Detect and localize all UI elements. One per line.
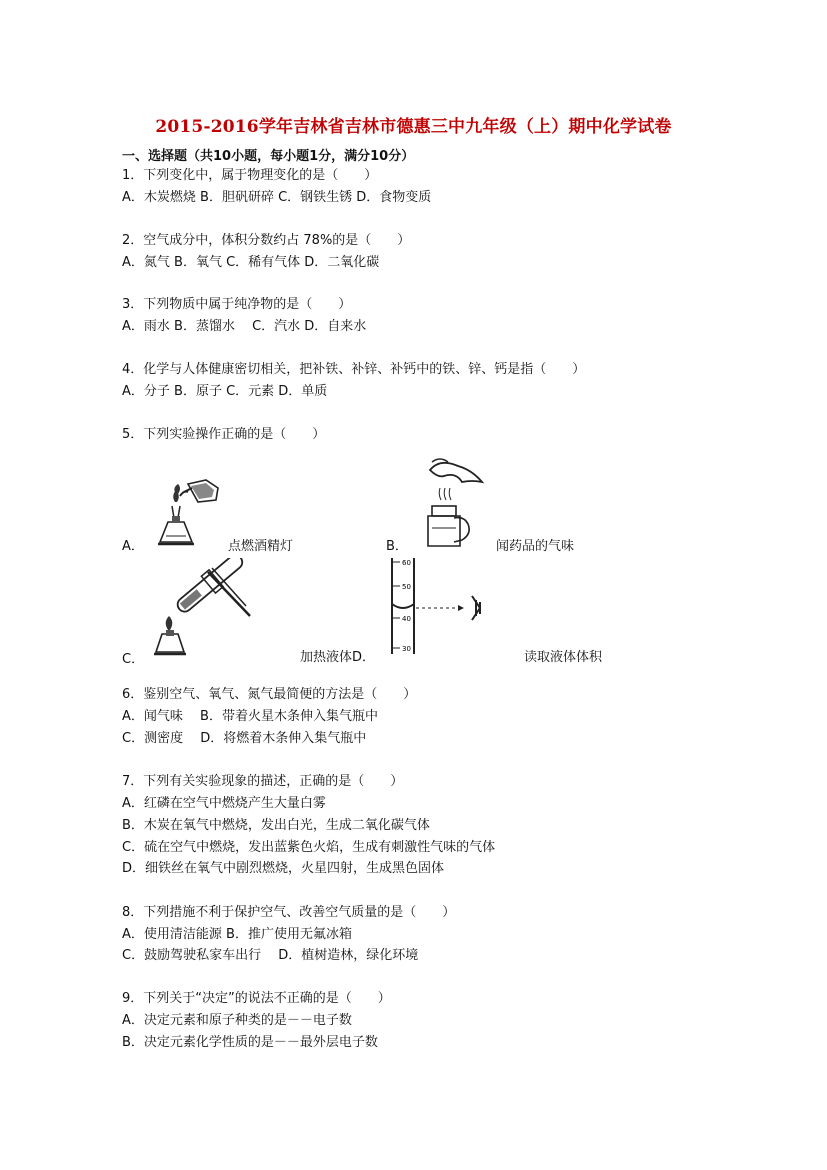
cylinder-tick-label: 40 xyxy=(402,615,411,623)
option-b-label: 闻药品的气味 xyxy=(496,539,575,554)
question-3-options: A．雨水 B．蒸馏水 C．汽水 D．自来水 xyxy=(122,319,367,334)
option-a-label: 点燃酒精灯 xyxy=(228,539,294,554)
question-2-stem: 2．空气成分中，体积分数约占 78%的是（ ） xyxy=(122,233,411,248)
question-1-options: A．木炭燃烧 B．胆矾研碎 C．钢铁生锈 D．食物变质 xyxy=(122,190,432,205)
question-4-options: A．分子 B．原子 C．元素 D．单质 xyxy=(122,384,328,399)
question-4-stem: 4．化学与人体健康密切相关，把补铁、补锌、补钙中的铁、锌、钙是指（ ） xyxy=(122,362,586,377)
question-7-stem: 7．下列有关实验现象的描述，正确的是（ ） xyxy=(122,774,404,789)
question-8-options-line1: A．使用清洁能源 B．推广使用无氟冰箱 xyxy=(122,927,352,942)
question-9-option-a: A．决定元素和原子种类的是－－电子数 xyxy=(122,1013,352,1028)
question-8-stem: 8．下列措施不利于保护空气、改善空气质量的是（ ） xyxy=(122,905,456,920)
section-heading: 一、选择题（共10小题，每小题1分，满分10分） xyxy=(122,149,415,164)
question-6-stem: 6．鉴别空气、氧气、氮气最简便的方法是（ ） xyxy=(122,687,417,702)
cylinder-tick-label: 50 xyxy=(402,583,411,591)
question-7-option-c: C．硫在空气中燃烧，发出蓝紫色火焰，生成有刺激性气味的气体 xyxy=(122,840,496,855)
question-9-stem: 9．下列关于“决定”的说法不正确的是（ ） xyxy=(122,991,391,1006)
heating-liquid-figure xyxy=(146,558,256,658)
option-c-label: 加热液体D． xyxy=(300,650,376,665)
question-2-options: A．氮气 B．氧气 C．稀有气体 D．二氧化碳 xyxy=(122,255,380,270)
alcohol-lamp-lighting-figure xyxy=(146,466,226,552)
option-a-letter: A． xyxy=(122,539,144,554)
question-5-stem: 5．下列实验操作正确的是（ ） xyxy=(122,427,326,442)
question-6-options-line1: A．闻气味 B．带着火星木条伸入集气瓶中 xyxy=(122,709,378,724)
cylinder-tick-label: 30 xyxy=(402,645,411,653)
option-c-letter: C． xyxy=(122,652,145,667)
question-9-option-b: B．决定元素化学性质的是－－最外层电子数 xyxy=(122,1035,378,1050)
graduated-cylinder-figure xyxy=(380,556,492,656)
question-6-options-line2: C．测密度 D．将燃着木条伸入集气瓶中 xyxy=(122,731,367,746)
question-7-option-a: A．红磷在空气中燃烧产生大量白雾 xyxy=(122,796,326,811)
question-8-options-line2: C．鼓励驾驶私家车出行 D．植树造林，绿化环境 xyxy=(122,948,419,963)
option-d-label: 读取液体体积 xyxy=(524,650,603,665)
page-title: 2015-2016学年吉林省吉林市德惠三中九年级（上）期中化学试卷 xyxy=(155,117,672,137)
question-7-option-b: B．木炭在氧气中燃烧，发出白光，生成二氧化碳气体 xyxy=(122,818,430,833)
question-3-stem: 3．下列物质中属于纯净物的是（ ） xyxy=(122,297,352,312)
question-7-option-d: D．细铁丝在氧气中剧烈燃烧，火星四射，生成黑色固体 xyxy=(122,861,445,876)
smelling-chemical-figure xyxy=(418,452,490,550)
question-1-stem: 1．下列变化中，属于物理变化的是（ ） xyxy=(122,168,378,183)
cylinder-tick-label: 60 xyxy=(402,559,411,567)
option-b-letter: B． xyxy=(386,539,408,554)
